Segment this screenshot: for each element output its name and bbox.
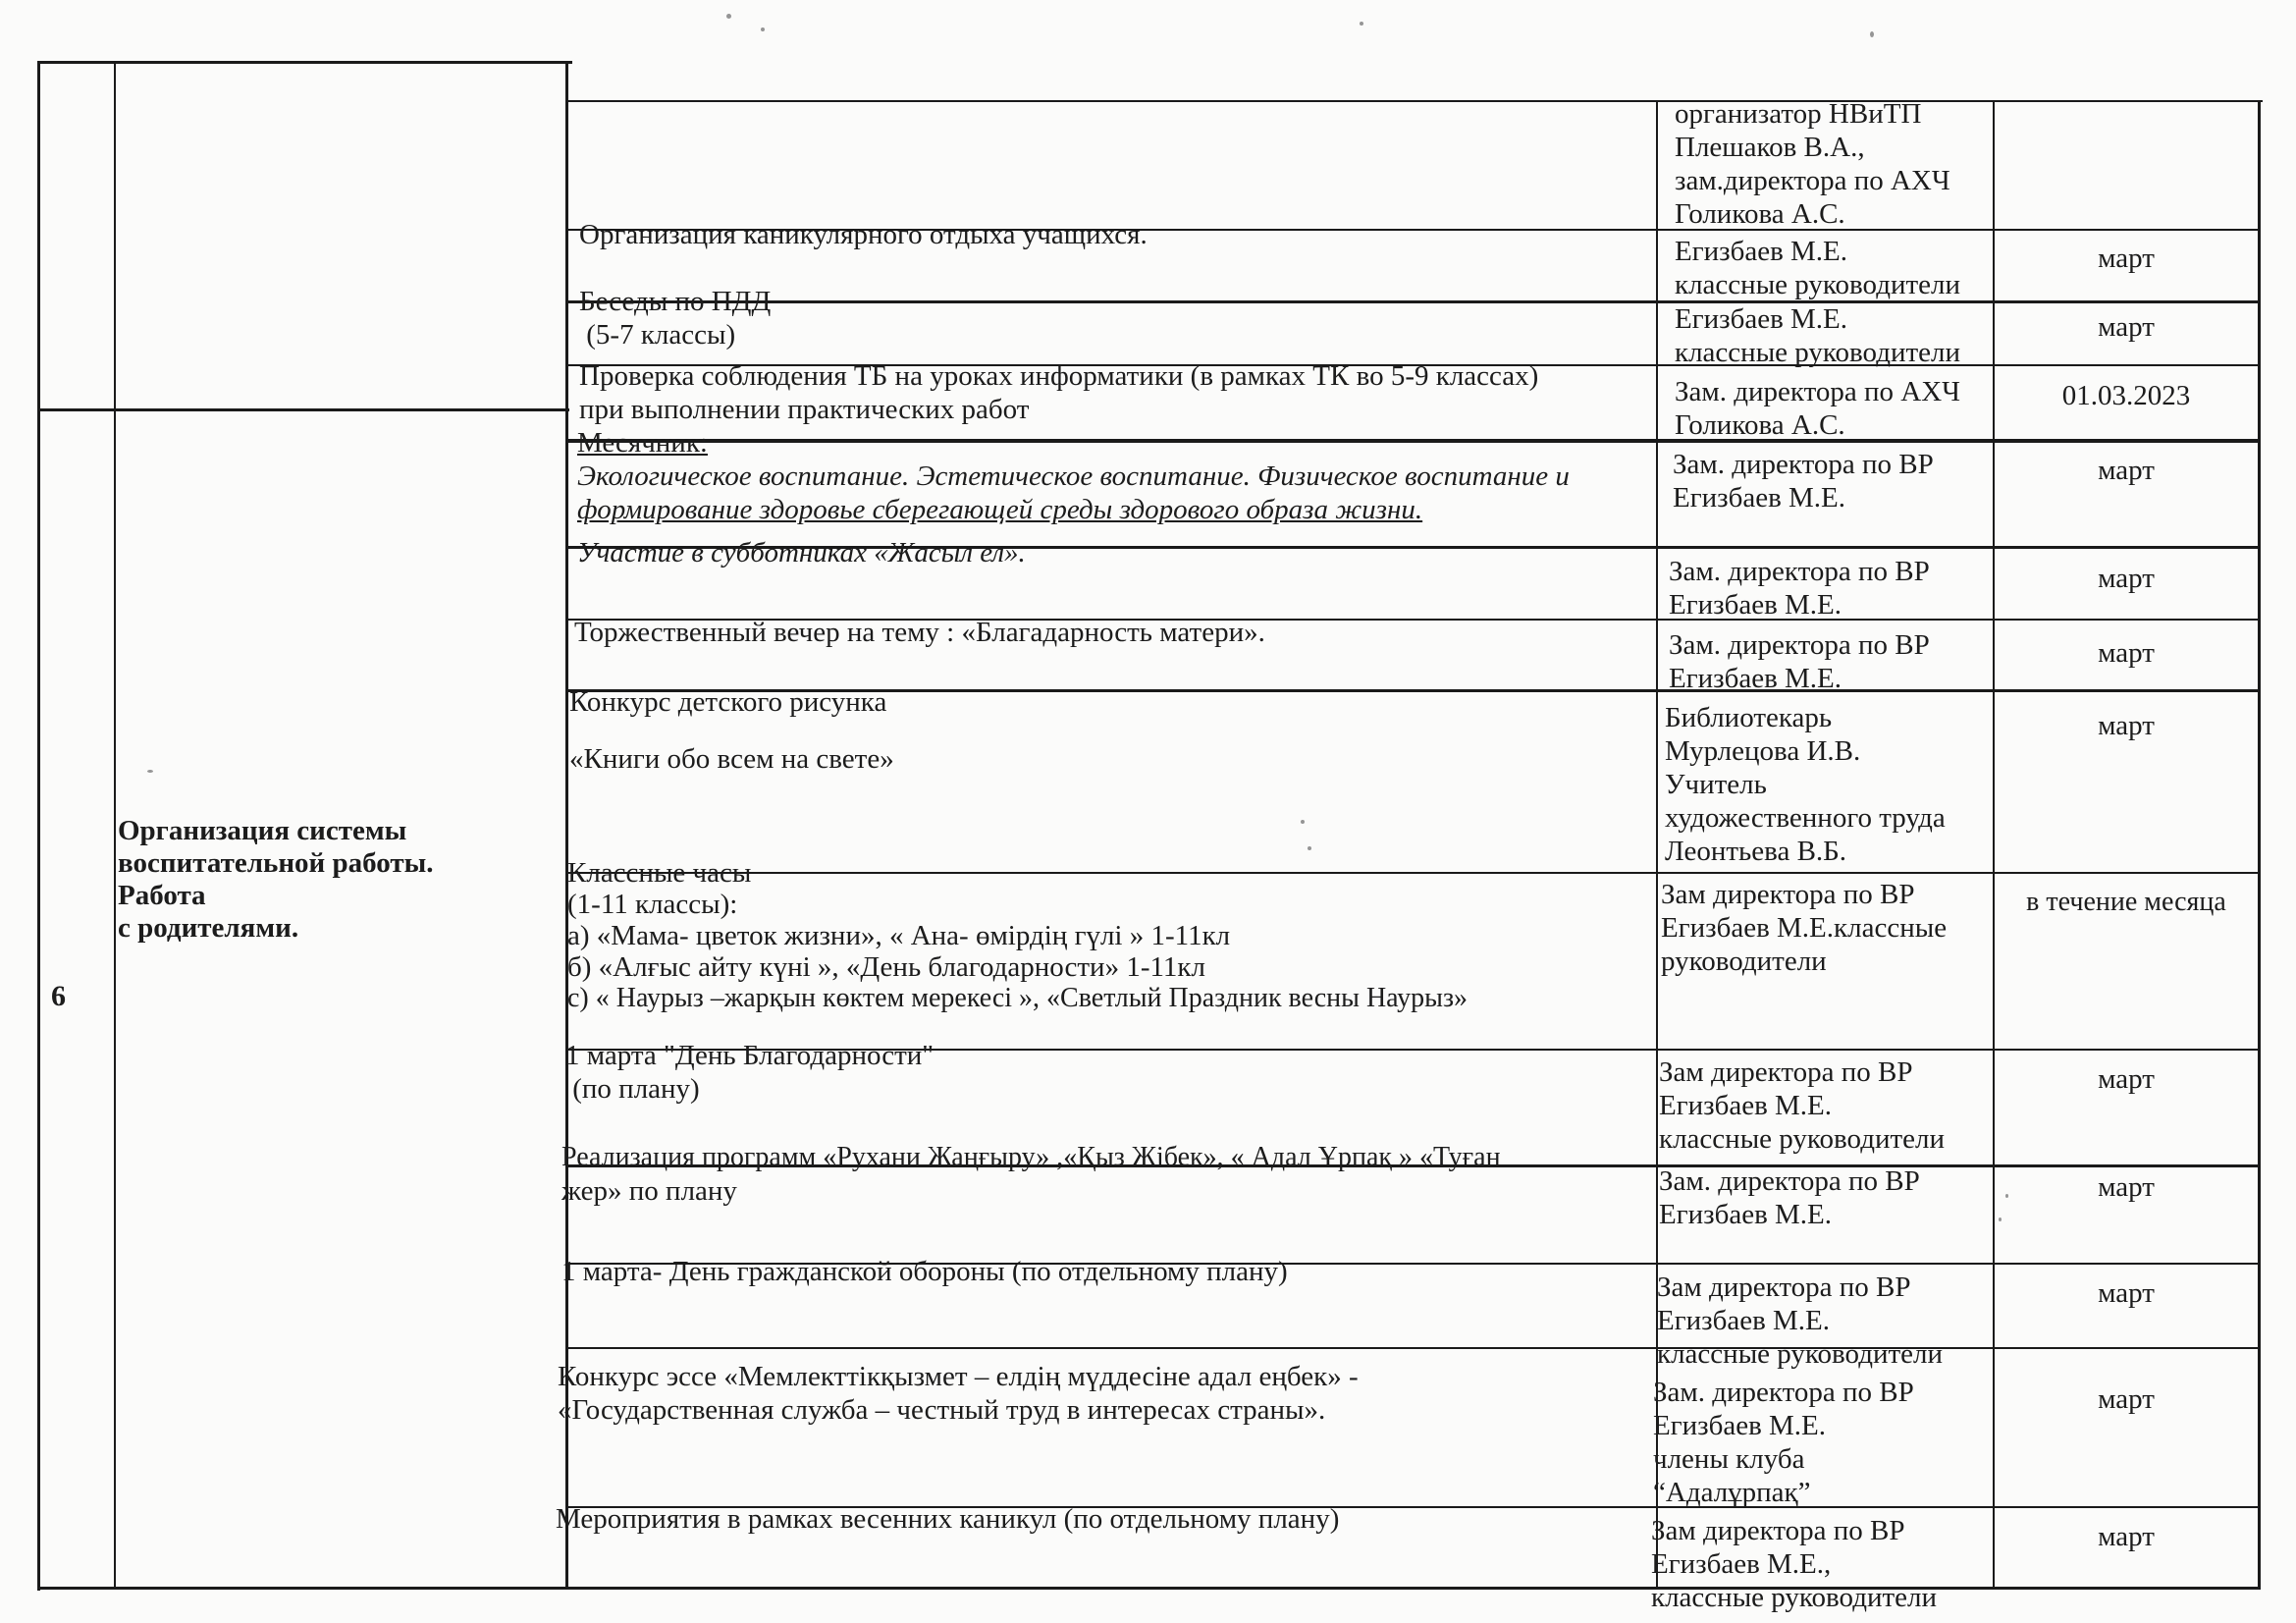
responsible-line: Плешаков В.А.,: [1675, 132, 1865, 163]
event-line: Реализация программ «Рухани Жаңғыру» ,«Қыз Жібек», « Адал Ұрпақ » «Туған: [561, 1142, 1501, 1172]
responsible-line: Егизбаев М.Е.: [1675, 303, 1848, 335]
responsible-line: Зам. директора по ВР: [1659, 1165, 1920, 1197]
responsible-line: Зам директора по ВР: [1661, 879, 1915, 910]
event-line: Проверка соблюдения ТБ на уроках информатики (в рамках ТК во 5-9 классах): [579, 360, 1539, 392]
event-line: (1-11 классы):: [567, 889, 738, 920]
date-cell: март: [2098, 1277, 2155, 1309]
event-cell: [561, 1255, 1654, 1288]
date-cell: март: [2098, 311, 2155, 343]
event-line: Беседы по ПДД: [579, 286, 772, 317]
section-number: 6: [51, 980, 66, 1012]
responsible-line: организатор НВиТП: [1675, 98, 1922, 130]
event-line: «Книги обо всем на свете»: [569, 743, 894, 775]
scan-speck: [1870, 31, 1874, 37]
responsible-line: “Адалұрпақ”: [1653, 1477, 1811, 1508]
event-line: (5-7 классы): [579, 319, 736, 351]
responsible-cell: [1673, 448, 1989, 514]
date-cell: 01.03.2023: [2061, 380, 2191, 411]
responsible-line: Егизбаев М.Е.: [1659, 1090, 1833, 1121]
responsible-cell: [1675, 375, 1991, 442]
date-cell: март: [2098, 710, 2155, 741]
responsible-line: руководители: [1661, 946, 1827, 977]
responsible-line: художественного труда: [1665, 802, 1946, 834]
responsible-line: Егизбаев М.Е.: [1657, 1305, 1831, 1336]
event-cell: [565, 1039, 1654, 1106]
responsible-line: Зам. директора по ВР: [1669, 556, 1930, 587]
date-cell: март: [2098, 563, 2155, 594]
responsible-cell: [1651, 1514, 1989, 1614]
responsible-line: Егизбаев М.Е.: [1669, 663, 1842, 694]
responsible-cell: [1675, 97, 1991, 231]
responsible-cell: [1675, 302, 1991, 369]
responsible-cell: [1661, 878, 1989, 978]
scan-speck: [1301, 820, 1305, 824]
responsible-line: Леонтьева В.Б.: [1665, 836, 1847, 867]
event-line: жер» по плану: [561, 1175, 737, 1207]
responsible-line: Библиотекарь: [1665, 702, 1833, 733]
event-line: Классные часы: [567, 857, 752, 889]
responsible-line: классные руководители: [1651, 1582, 1938, 1613]
scan-speck: [1999, 1217, 2002, 1221]
scan-speck: [147, 770, 153, 773]
responsible-cell: [1659, 1055, 1989, 1156]
event-line: [569, 720, 1654, 741]
event-line: при выполнении практических работ: [579, 394, 1030, 425]
responsible-line: Егизбаев М.Е.: [1653, 1410, 1827, 1441]
section-title-line: Организация системы: [118, 815, 407, 846]
event-line: (по плану): [565, 1073, 700, 1105]
scan-speck: [1308, 846, 1311, 850]
responsible-line: Зам директора по ВР: [1651, 1515, 1905, 1546]
responsible-cell: [1657, 1271, 1989, 1371]
event-heading: Месячник:: [577, 427, 708, 459]
event-line: 1 марта "День Благодарности": [565, 1040, 934, 1071]
responsible-line: классные руководители: [1675, 269, 1961, 300]
responsible-line: Зам. директора по ВР: [1673, 449, 1934, 480]
event-line: Торжественный вечер на тему : «Благадарность матери».: [574, 617, 1265, 648]
event-cell: [556, 1502, 1654, 1536]
event-cell: [579, 359, 1654, 426]
scan-speck: [761, 27, 765, 31]
event-line: б) «Алғыс айту күні », «День благодарности» 1-11кл: [567, 951, 1205, 983]
responsible-line: Егизбаев М.Е.: [1673, 482, 1846, 514]
responsible-cell: [1669, 628, 1989, 695]
responsible-cell: [1675, 235, 1991, 301]
section-title-line: воспитательной работы.: [118, 847, 434, 879]
responsible-line: Голикова А.С.: [1675, 198, 1845, 230]
event-cell: [569, 684, 1654, 777]
date-cell: март: [2098, 1063, 2155, 1095]
section-title-line: Работа: [118, 880, 206, 911]
event-cell: [574, 616, 1654, 649]
date-cell: в течение месяца: [2026, 887, 2226, 917]
responsible-cell: [1653, 1376, 1989, 1509]
event-line: Организация каникулярного отдыха учащихся.: [579, 219, 1148, 250]
section-title: [118, 815, 564, 945]
event-cell: [577, 426, 1654, 526]
responsible-line: члены клуба: [1653, 1443, 1805, 1475]
responsible-line: Егизбаев М.Е.: [1675, 236, 1848, 267]
responsible-line: Зам. директора по ВР: [1653, 1377, 1914, 1408]
date-cell: март: [2098, 455, 2155, 486]
event-line: формирование здоровье сберегающей среды здорового образа жизни.: [577, 494, 1423, 525]
responsible-line: Зам. директора по АХЧ: [1675, 376, 1961, 407]
responsible-line: Егизбаев М.Е.: [1659, 1199, 1833, 1230]
date-cell: март: [2098, 1521, 2155, 1552]
event-cell: [579, 285, 1654, 352]
event-line: Экологическое воспитание. Эстетическое воспитание. Физическое воспитание и: [577, 460, 1570, 492]
responsible-cell: [1669, 555, 1989, 622]
responsible-cell: [1665, 701, 1989, 868]
event-cell: [558, 1360, 1654, 1427]
responsible-line: классные руководители: [1657, 1338, 1944, 1370]
event-line: Конкурс эссе «Мемлекттікқызмет – елдің мүддесіне адал еңбек» -: [558, 1361, 1359, 1392]
scan-speck: [1360, 22, 1363, 26]
event-cell: [579, 218, 1654, 251]
event-cell: [577, 536, 1654, 569]
responsible-line: Зам. директора по ВР: [1669, 629, 1930, 661]
responsible-line: Егизбаев М.Е.классные: [1661, 912, 1948, 944]
event-line: с) « Наурыз –жарқын көктем мерекесі », «Светлый Праздник весны Наурыз»: [567, 983, 1468, 1013]
event-line: Мероприятия в рамках весенних каникул (по отдельному плану): [556, 1503, 1340, 1535]
event-line: Участие в субботниках «Жасыл ел».: [577, 537, 1026, 568]
responsible-line: зам.директора по АХЧ: [1675, 165, 1950, 196]
date-cell: март: [2098, 1383, 2155, 1415]
responsible-line: классные руководители: [1675, 337, 1961, 368]
responsible-cell: [1659, 1164, 1989, 1231]
section-title-line: с родителями.: [118, 912, 299, 944]
responsible-line: Егизбаев М.Е.: [1669, 589, 1842, 621]
event-line: Конкурс детского рисунка: [569, 686, 887, 718]
responsible-line: Егизбаев М.Е.,: [1651, 1548, 1832, 1580]
responsible-line: Зам директора по ВР: [1657, 1271, 1911, 1303]
event-cell: [567, 857, 1654, 1014]
event-cell: [561, 1141, 1654, 1208]
event-line: 1 марта- День гражданской обороны (по отдельному плану): [561, 1256, 1288, 1287]
date-cell: март: [2098, 1171, 2155, 1203]
responsible-line: Мурлецова И.В.: [1665, 735, 1861, 767]
responsible-line: классные руководители: [1659, 1123, 1946, 1155]
responsible-line: Голикова А.С.: [1675, 409, 1845, 441]
responsible-line: Учитель: [1665, 769, 1767, 800]
responsible-line: Зам директора по ВР: [1659, 1056, 1913, 1088]
date-cell: март: [2098, 243, 2155, 274]
date-cell: март: [2098, 637, 2155, 669]
scan-speck: [726, 14, 731, 19]
event-line: а) «Мама- цветок жизни», « Ана- өмірдің гүлі » 1-11кл: [567, 920, 1231, 951]
event-line: «Государственная служба – честный труд в интересах страны».: [558, 1394, 1326, 1426]
